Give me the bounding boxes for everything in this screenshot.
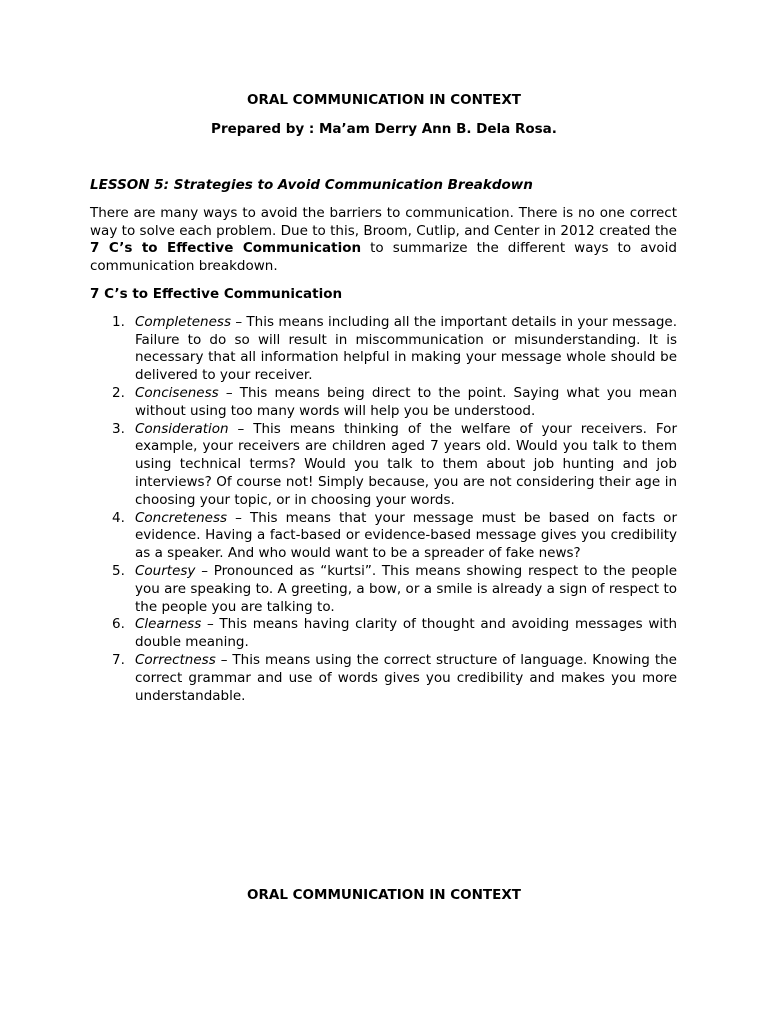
list-item-term: Courtesy xyxy=(135,562,196,579)
list-item-text: – This means thinking of the welfare of your receivers. For example, your receivers are children aged 7 years old. Would you talk to them using technical terms? Would you talk to them about job hunting and job interviews? Of course not! Simply because, you are not considering their age in choosing your topic, or in choosing your words. xyxy=(135,420,677,508)
list-item-number: 6. xyxy=(112,616,125,633)
list-item-text: – This means using the correct structure of language. Knowing the correct grammar and use of words gives you credibility and makes you more understandable. xyxy=(135,651,677,704)
list-item-term: Conciseness xyxy=(135,384,219,401)
list-item-clearness xyxy=(90,616,677,652)
intro-text-start: There are many ways to avoid the barriers to communication. There is no one correct way to solve each problem. Due to this, Broom, Cutlip, and Center in 2012 created the xyxy=(90,204,677,239)
lesson-heading: LESSON 5: Strategies to Avoid Communication Breakdown xyxy=(90,177,533,193)
list-item-number: 3. xyxy=(112,420,125,437)
next-page-title: ORAL COMMUNICATION IN CONTEXT xyxy=(247,887,521,903)
list-item-number: 1. xyxy=(112,313,125,330)
list-item-text: – This means including all the important details in your message. Failure to do so will result in miscommunication or misunderstanding. It is necessary that all information helpful in making your message whole should be delivered to your receiver. xyxy=(135,313,677,384)
list-item-consideration xyxy=(90,421,677,510)
list-item-term: Concreteness xyxy=(135,509,228,526)
list-item-number: 2. xyxy=(112,384,125,401)
list-item-term: Completeness xyxy=(135,313,231,330)
section-heading: 7 C’s to Effective Communication xyxy=(90,285,343,302)
list-item-term: Clearness xyxy=(135,616,202,633)
document-title: ORAL COMMUNICATION IN CONTEXT xyxy=(247,92,521,108)
list-item-conciseness xyxy=(90,385,677,421)
list-item-text: – This means being direct to the point. Saying what you mean without using too many words will help you be understood. xyxy=(135,384,677,419)
intro-text-end: to summarize the different ways to avoid communication breakdown. xyxy=(90,240,677,275)
lesson-intro-paragraph xyxy=(90,205,677,276)
list-item-concreteness xyxy=(90,510,677,563)
list-item-text: – This means that your message must be based on facts or evidence. Having a fact-based or evidence-based message gives you credibility as a speaker. And who would want to be a spreader of fake news? xyxy=(135,509,677,562)
list-item-number: 7. xyxy=(112,651,125,668)
list-item-correctness xyxy=(90,652,677,705)
list-item-term: Consideration xyxy=(135,420,229,437)
list-item-text: – This means having clarity of thought and avoiding messages with double meaning. xyxy=(135,616,677,651)
list-item-number: 5. xyxy=(112,562,125,579)
list-item-number: 4. xyxy=(112,509,125,526)
seven-cs-list xyxy=(90,314,677,706)
intro-bold-phrase: 7 C’s to Effective Communication xyxy=(90,240,362,257)
prepared-by-line: Prepared by : Ma’am Derry Ann B. Dela Rosa. xyxy=(211,121,557,137)
list-item-courtesy xyxy=(90,563,677,616)
list-item-completeness xyxy=(90,314,677,385)
list-item-text: – Pronounced as “kurtsi”. This means showing respect to the people you are speaking to. A greeting, a bow, or a smile is already a sign of respect to the people you are talking to. xyxy=(135,562,677,615)
lesson-content xyxy=(90,177,677,705)
list-item-term: Correctness xyxy=(135,651,216,668)
